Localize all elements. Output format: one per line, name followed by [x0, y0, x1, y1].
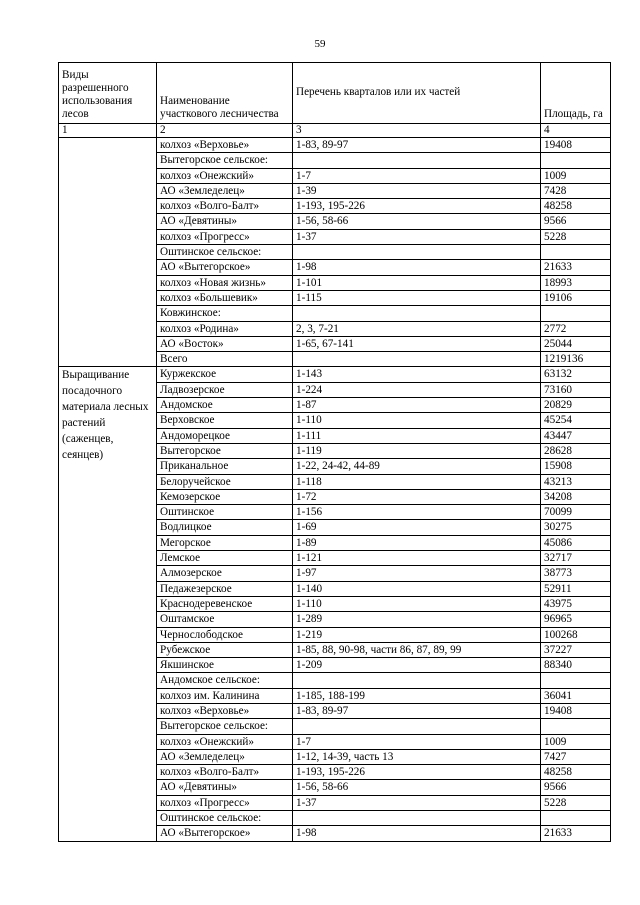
forestry-name-cell: Оштинское [157, 505, 293, 520]
area-cell: 52911 [541, 581, 611, 596]
forestry-name-cell: Вытегорское [157, 443, 293, 458]
forestry-name-cell: Якшинское [157, 658, 293, 673]
quarters-cell: 1-219 [293, 627, 541, 642]
quarters-cell: 1-39 [293, 183, 541, 198]
area-cell: 1009 [541, 168, 611, 183]
column-number-row [59, 124, 611, 138]
forestry-name-cell: АО «Девятины» [157, 780, 293, 795]
forestry-name-cell: колхоз «Верховье» [157, 703, 293, 718]
quarters-cell: 1-193, 195-226 [293, 199, 541, 214]
quarters-cell [293, 153, 541, 168]
quarters-cell [293, 719, 541, 734]
forestry-name-cell: Кемозерское [157, 489, 293, 504]
area-cell: 25044 [541, 336, 611, 351]
area-cell: 96965 [541, 612, 611, 627]
quarters-cell: 1-83, 89-97 [293, 703, 541, 718]
forestry-name-cell: Оштинское сельское: [157, 811, 293, 826]
quarters-cell [293, 306, 541, 321]
quarters-cell: 1-118 [293, 474, 541, 489]
forestry-name-cell: колхоз «Волго-Балт» [157, 765, 293, 780]
forestry-name-cell: колхоз «Прогресс» [157, 795, 293, 810]
area-cell: 30275 [541, 520, 611, 535]
quarters-cell: 1-121 [293, 551, 541, 566]
area-cell [541, 673, 611, 688]
forestry-name-cell: Рубежское [157, 642, 293, 657]
area-cell: 32717 [541, 551, 611, 566]
area-cell [541, 306, 611, 321]
column-number: 3 [293, 124, 541, 138]
quarters-cell: 1-69 [293, 520, 541, 535]
forestry-name-cell: Водлицкое [157, 520, 293, 535]
area-cell: 21633 [541, 826, 611, 841]
use-type-cell [59, 138, 157, 367]
forestry-name-cell: Белоручейское [157, 474, 293, 489]
area-cell: 1009 [541, 734, 611, 749]
quarters-cell [293, 352, 541, 367]
area-cell: 45254 [541, 413, 611, 428]
quarters-cell: 1-98 [293, 260, 541, 275]
forestry-name-cell: АО «Земледелец» [157, 183, 293, 198]
area-cell: 19106 [541, 290, 611, 305]
quarters-cell: 1-224 [293, 382, 541, 397]
quarters-cell: 1-119 [293, 443, 541, 458]
header-quarters-list: Перечень кварталов или их частей [293, 63, 541, 124]
area-cell: 48258 [541, 199, 611, 214]
quarters-cell: 1-140 [293, 581, 541, 596]
quarters-cell: 1-110 [293, 413, 541, 428]
area-cell: 43975 [541, 596, 611, 611]
area-cell: 19408 [541, 703, 611, 718]
quarters-cell: 1-56, 58-66 [293, 214, 541, 229]
forestry-name-cell: АО «Девятины» [157, 214, 293, 229]
area-cell: 5228 [541, 229, 611, 244]
forestry-name-cell: Куржекское [157, 367, 293, 382]
quarters-cell: 1-111 [293, 428, 541, 443]
area-cell: 21633 [541, 260, 611, 275]
forestry-name-cell: колхоз «Родина» [157, 321, 293, 336]
area-cell: 7428 [541, 183, 611, 198]
area-cell [541, 245, 611, 260]
forestry-name-cell: Андомское [157, 398, 293, 413]
quarters-cell: 1-83, 89-97 [293, 138, 541, 153]
forestry-name-cell: Верховское [157, 413, 293, 428]
quarters-cell: 1-209 [293, 658, 541, 673]
quarters-cell: 1-98 [293, 826, 541, 841]
forestry-name-cell: АО «Земледелец» [157, 749, 293, 764]
area-cell: 100268 [541, 627, 611, 642]
area-cell: 28628 [541, 443, 611, 458]
quarters-cell: 1-65, 67-141 [293, 336, 541, 351]
quarters-cell [293, 245, 541, 260]
area-cell: 18993 [541, 275, 611, 290]
forestry-name-cell: Ковжинское: [157, 306, 293, 321]
area-cell: 7427 [541, 749, 611, 764]
table-body [59, 63, 611, 842]
forestry-name-cell: колхоз «Верховье» [157, 138, 293, 153]
area-cell: 19408 [541, 138, 611, 153]
forestry-name-cell: Андоморецкое [157, 428, 293, 443]
quarters-cell: 1-115 [293, 290, 541, 305]
area-cell: 38773 [541, 566, 611, 581]
area-cell: 15908 [541, 459, 611, 474]
table-row [59, 138, 611, 153]
area-cell: 37227 [541, 642, 611, 657]
forestry-name-cell: колхоз «Прогресс» [157, 229, 293, 244]
area-cell: 48258 [541, 765, 611, 780]
forestry-name-cell: Оштинское сельское: [157, 245, 293, 260]
quarters-cell: 1-37 [293, 795, 541, 810]
forest-use-table [58, 62, 611, 842]
forestry-name-cell: колхоз «Волго-Балт» [157, 199, 293, 214]
area-cell: 43447 [541, 428, 611, 443]
table-row [59, 367, 611, 382]
area-cell [541, 153, 611, 168]
quarters-cell [293, 811, 541, 826]
quarters-cell: 1-87 [293, 398, 541, 413]
area-cell [541, 811, 611, 826]
header-use-type: Виды разрешенного использования лесов [59, 63, 157, 124]
area-cell: 5228 [541, 795, 611, 810]
forestry-name-cell: Оштамское [157, 612, 293, 627]
header-forestry-name: Наименование участкового лесничества [157, 63, 293, 124]
quarters-cell: 1-110 [293, 596, 541, 611]
area-cell: 1219136 [541, 352, 611, 367]
forestry-name-cell: Педажезерское [157, 581, 293, 596]
area-cell: 36041 [541, 688, 611, 703]
quarters-cell: 1-85, 88, 90-98, части 86, 87, 89, 99 [293, 642, 541, 657]
forestry-name-cell: колхоз «Онежский» [157, 168, 293, 183]
area-cell: 20829 [541, 398, 611, 413]
forestry-name-cell: АО «Вытегорское» [157, 260, 293, 275]
forestry-name-cell: АО «Вытегорское» [157, 826, 293, 841]
area-cell: 9566 [541, 780, 611, 795]
area-cell: 73160 [541, 382, 611, 397]
forestry-name-cell: Алмозерское [157, 566, 293, 581]
table-header-row [59, 63, 611, 124]
quarters-cell: 1-193, 195-226 [293, 765, 541, 780]
forestry-name-cell: Ладвозерское [157, 382, 293, 397]
quarters-cell: 1-12, 14-39, часть 13 [293, 749, 541, 764]
quarters-cell [293, 673, 541, 688]
forestry-name-cell: Чернослободское [157, 627, 293, 642]
forestry-name-cell: Приканальное [157, 459, 293, 474]
quarters-cell: 1-56, 58-66 [293, 780, 541, 795]
quarters-cell: 2, 3, 7-21 [293, 321, 541, 336]
forestry-name-cell: колхоз «Онежский» [157, 734, 293, 749]
forestry-name-cell: АО «Восток» [157, 336, 293, 351]
column-number: 4 [541, 124, 611, 138]
quarters-cell: 1-37 [293, 229, 541, 244]
quarters-cell: 1-7 [293, 168, 541, 183]
forestry-name-cell: Краснодеревенское [157, 596, 293, 611]
quarters-cell: 1-156 [293, 505, 541, 520]
area-cell: 63132 [541, 367, 611, 382]
forestry-name-cell: Вытегорское сельское: [157, 719, 293, 734]
quarters-cell: 1-289 [293, 612, 541, 627]
forestry-name-cell: Лемское [157, 551, 293, 566]
quarters-cell: 1-185, 188-199 [293, 688, 541, 703]
quarters-cell: 1-22, 24-42, 44-89 [293, 459, 541, 474]
quarters-cell: 1-143 [293, 367, 541, 382]
forestry-name-cell: Андомское сельское: [157, 673, 293, 688]
quarters-cell: 1-7 [293, 734, 541, 749]
header-area: Площадь, га [541, 63, 611, 124]
area-cell: 70099 [541, 505, 611, 520]
quarters-cell: 1-89 [293, 535, 541, 550]
area-cell: 9566 [541, 214, 611, 229]
use-type-cell: Выращивание посадочного материала лесных растений (саженцев, сеянцев) [59, 367, 157, 841]
area-cell [541, 719, 611, 734]
forestry-name-cell: Всего [157, 352, 293, 367]
quarters-cell: 1-72 [293, 489, 541, 504]
quarters-cell: 1-97 [293, 566, 541, 581]
forestry-name-cell: Вытегорское сельское: [157, 153, 293, 168]
forestry-name-cell: колхоз «Большевик» [157, 290, 293, 305]
forestry-name-cell: колхоз «Новая жизнь» [157, 275, 293, 290]
column-number: 1 [59, 124, 157, 138]
area-cell: 34208 [541, 489, 611, 504]
page-number: 59 [314, 38, 326, 50]
area-cell: 2772 [541, 321, 611, 336]
forestry-name-cell: Мегорское [157, 535, 293, 550]
forestry-name-cell: колхоз им. Калинина [157, 688, 293, 703]
area-cell: 88340 [541, 658, 611, 673]
area-cell: 45086 [541, 535, 611, 550]
area-cell: 43213 [541, 474, 611, 489]
quarters-cell: 1-101 [293, 275, 541, 290]
column-number: 2 [157, 124, 293, 138]
